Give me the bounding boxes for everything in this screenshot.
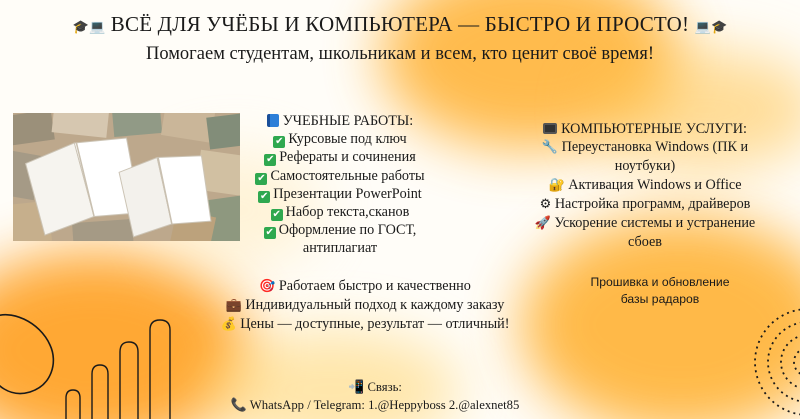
page-title: [0, 12, 800, 37]
open-books-photo: [13, 113, 240, 241]
check-mark-button-icon: ✔: [257, 172, 266, 184]
check-mark-button-icon: ✔: [265, 227, 274, 239]
telephone-receiver-icon: 📞: [230, 397, 247, 413]
list-item: ✔ Курсовые под ключ: [275, 131, 407, 148]
check-mark-button-icon: ✔: [275, 136, 284, 148]
advantages-list: [200, 277, 530, 335]
desktop-computer-icon: [543, 123, 557, 134]
list-item: ✔ Самостоятельные работы: [257, 167, 425, 184]
check-mark-button-icon: ✔: [260, 190, 269, 202]
direct-hit-icon: 🎯: [259, 279, 276, 294]
study-heading: УЧЕБНЫЕ РАБОТЫ:: [230, 112, 450, 130]
list-item: 💰 Цены — доступные, результат — отличный!: [220, 316, 510, 333]
laptop-icon: 💻: [694, 20, 712, 35]
list-item: ⚙ Настройка программ, драйверов: [539, 195, 751, 212]
dotted-circles: [755, 309, 800, 415]
page-subtitle: Помогаем студентам, школьникам и всем, кто ценит своё время!: [145, 44, 655, 64]
title-text: ВСЁ ДЛЯ УЧЁБЫ И КОМПЬЮТЕРА — БЫСТРО И ПРОСТО!: [110, 12, 690, 36]
stepped-lines: [66, 320, 170, 419]
list-item: ✔ Оформление по ГОСТ,: [265, 222, 417, 239]
list-item: ✔ Рефераты и сочинения: [266, 149, 416, 166]
list-item-continuation: сбоев: [628, 234, 662, 251]
locked-with-key-icon: 🔐: [548, 177, 565, 193]
laptop-icon: 💻: [88, 20, 106, 35]
firmware-note: Прошивка и обновление базы радаров: [590, 275, 730, 306]
wrench-icon: 🔧: [541, 140, 559, 156]
contact-details: 📞 WhatsApp / Telegram: 1.@Heppyboss 2.@alexnet85: [230, 397, 520, 413]
briefcase-icon: 💼: [225, 298, 242, 314]
bean-shape: [0, 315, 53, 394]
list-item: 🚀 Ускорение системы и устранение: [534, 215, 756, 232]
contact-heading: 📲 Связь:: [348, 380, 402, 395]
list-item: ✔ Презентации PowerPoint: [260, 185, 422, 202]
graduation-cap-icon: 🎓: [711, 20, 728, 35]
check-mark-button-icon: ✔: [272, 209, 281, 221]
list-item: 💼 Индивидуальный подход к каждому заказу: [225, 297, 505, 314]
contact-block: [230, 379, 520, 414]
money-bag-icon: 💰: [220, 317, 237, 333]
list-item: 🔐 Активация Windows и Office: [548, 176, 742, 193]
computer-heading: КОМПЬЮТЕРНЫЕ УСЛУГИ:: [525, 120, 765, 138]
list-item: 🔧 Переустановка Windows (ПК и: [541, 139, 749, 156]
blue-book-icon: [267, 114, 279, 127]
computer-services-list: [525, 120, 765, 251]
list-item-continuation: ноутбуки): [614, 158, 676, 175]
rocket-icon: 🚀: [534, 216, 551, 232]
mobile-phone-with-arrow-icon: 📲: [348, 380, 365, 395]
check-mark-button-icon: ✔: [266, 154, 275, 166]
list-item: ✔ Набор текста,сканов: [272, 204, 410, 221]
list-item-continuation: антиплагиат: [302, 240, 378, 257]
gear-icon: ⚙: [539, 196, 552, 212]
study-works-list: [230, 112, 450, 258]
list-item: 🎯 Работаем быстро и качественно: [259, 278, 471, 294]
graduation-cap-icon: 🎓: [72, 20, 89, 35]
